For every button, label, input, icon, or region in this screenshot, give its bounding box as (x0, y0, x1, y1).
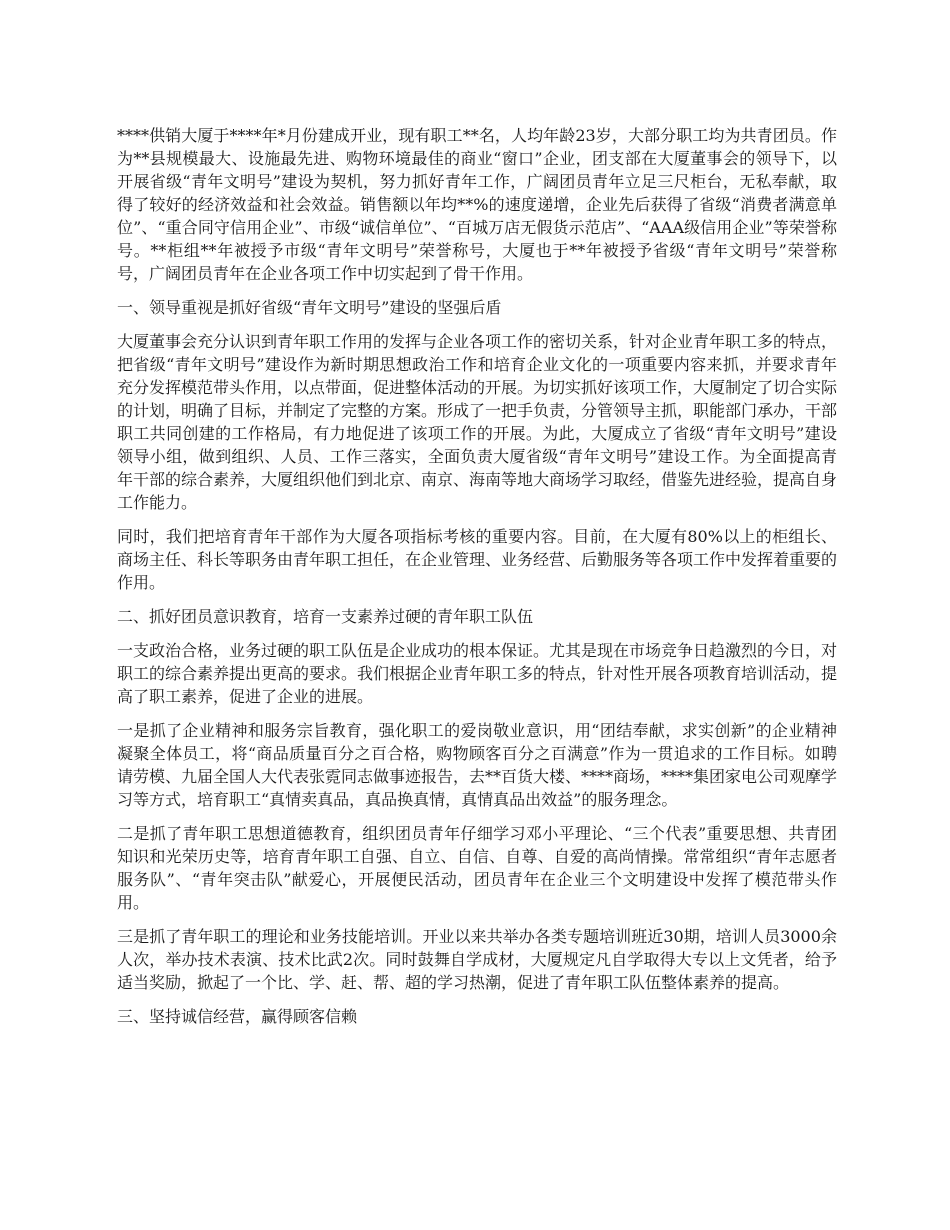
section-2-paragraph-3: 二是抓了青年职工思想道德教育，组织团员青年仔细学习邓小平理论、“三个代表”重要思想、共青团知识和光荣历史等，培育青年职工自强、自立、自信、自尊、自爱的高尚情操。常常组织“青年志愿者服务队”、“青年突击队”献爱心，开展便民活动，团员青年在企业三个文明建设中发挥了模范带头作用。 (117, 824, 837, 912)
section-heading-1: 一、领导重视是抓好省级“青年文明号”建设的坚强后盾 (117, 298, 502, 317)
section-1-paragraph-1: 大厦董事会充分认识到青年职工作用的发挥与企业各项工作的密切关系，针对企业青年职工多的特点，把省级“青年文明号”建设作为新时期思想政治工作和培育企业文化的一项重要内容来抓，并要求青年充分发挥模范带头作用，以点带面，促进整体活动的开展。为切实抓好该项工作，大厦制定了切合实际的计划，明确了目标，并制定了完整的方案。形成了一把手负责，分管领导主抓，职能部门承办，干部职工共同创建的工作格局，有力地促进了该项工作的开展。为此，大厦成立了省级“青年文明号”建设领导小组，做到组织、人员、工作三落实，全面负责大厦省级“青年文明号”建设工作。为全面提高青年干部的综合素养，大厦组织他们到北京、南京、海南等地大商场学习取经，借鉴先进经验，提高自身工作能力。 (117, 332, 838, 512)
section-2-paragraph-2: 一是抓了企业精神和服务宗旨教育，强化职工的爱岗敬业意识，用“团结奉献，求实创新”的企业精神凝聚全体员工，将“商品质量百分之百合格，购物顾客百分之百满意”作为一贯追求的工作目标。如聘请劳模、九届全国人大代表张霓同志做事迹报告，去**百货大楼、****商场，****集团家电公司观摩学习等方式，培育职工“真情卖真品，真品换真情，真情真品出效益”的服务理念。 (117, 721, 838, 809)
intro-paragraph: ****供销大厦于****年*月份建成开业，现有职工**名，人均年龄23岁，大部分职工均为共青团员。作为**县规模最大、设施最先进、购物环境最佳的商业“窗口”企业，团支部在大厦董事会的领导下，以开展省级“青年文明号”建设为契机，努力抓好青年工作，广阔团员青年立足三尺柜台，无私奉献，取得了较好的经济效益和社会效益。销售额以年均**%的速度递增，企业先后获得了省级“消费者满意单位”、“重合同守信用企业”、市级“诚信单位”、“百城万店无假货示范店”、“AAA级信用企业”等荣誉称号。**柜组**年被授予市级“青年文明号”荣誉称号，大厦也于**年被授予省级“青年文明号”荣誉称号，广阔团员青年在企业各项工作中切实起到了骨干作用。 (117, 126, 837, 283)
section-heading-2: 二、抓好团员意识教育，培育一支素养过硬的青年职工队伍 (117, 607, 534, 626)
section-1-paragraph-2: 同时，我们把培育青年干部作为大厦各项指标考核的重要内容。目前，在大厦有80%以上的柜组长、商场主任、科长等职务由青年职工担任，在企业管理、业务经营、后勤服务等各项工作中发挥着重要的作用。 (117, 527, 838, 592)
section-2-paragraph-1: 一支政治合格，业务过硬的职工队伍是企业成功的根本保证。尤其是现在市场竞争日趋激烈的今日，对职工的综合素养提出更高的要求。我们根据企业青年职工多的特点，针对性开展各项教育培训活动，提高了职工素养，促进了企业的进展。 (117, 641, 838, 706)
section-heading-3: 三、坚持诚信经营，赢得顾客信赖 (117, 1007, 358, 1026)
document-body (117, 124, 837, 1039)
section-2-paragraph-4: 三是抓了青年职工的理论和业务技能培训。开业以来共举办各类专题培训班近30期，培训人员3000余人次，举办技术表演、技术比武2次。同时鼓舞自学成材，大厦规定凡自学取得大专以上文凭者，给予适当奖励，掀起了一个比、学、赶、帮、超的学习热潮，促进了青年职工队伍整体素养的提高。 (117, 927, 837, 992)
